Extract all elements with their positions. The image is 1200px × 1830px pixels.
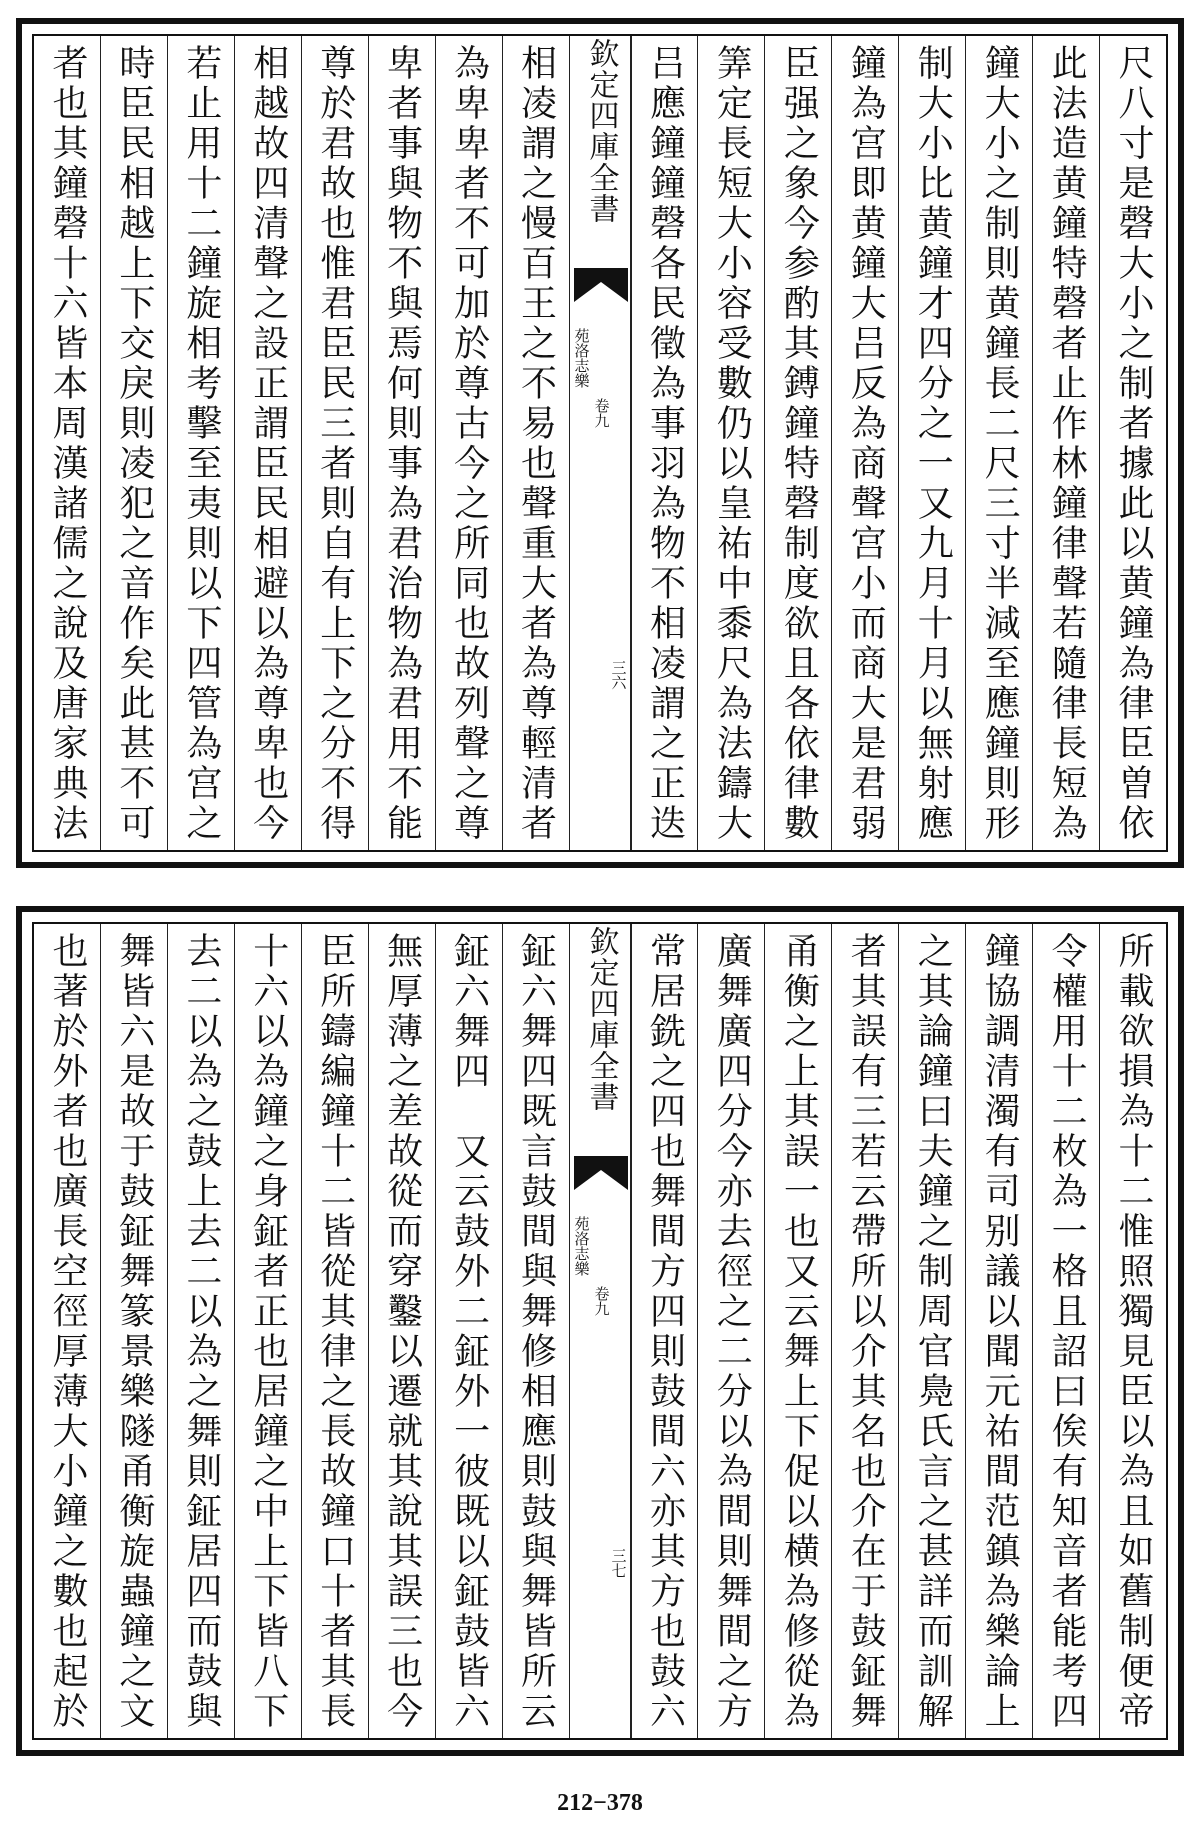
- text-column: 廣舞廣四分今亦去徑之二分以為間則舞間之方: [697, 924, 764, 1738]
- text-column: 鐘大小之制則黄鐘長二尺三寸半減至應鐘則形: [965, 36, 1032, 850]
- fishtail-mark-icon: [574, 1156, 628, 1190]
- book-name: 苑洛志樂: [572, 328, 591, 388]
- text-frame: [32, 34, 1168, 852]
- book-page-bottom: [16, 906, 1184, 1756]
- running-title: 欽定四庫全書: [583, 926, 619, 1112]
- text-column: 者也其鐘磬十六皆本周漢諸儒之說及唐家典法: [46, 44, 88, 844]
- text-column: 令權用十二枚為一格且詔曰俟有知音者能考四: [1032, 924, 1099, 1738]
- text-column: 十六以為鐘之身鉦者正也居鐘之中上下皆八下: [234, 924, 301, 1738]
- book-name: 苑洛志樂: [572, 1216, 591, 1276]
- text-column: 吕應鐘鐘磬各民徵為事羽為物不相凌謂之正迭: [631, 36, 698, 850]
- text-column: 舞皆六是故于鼓鉦舞篆景樂隧甬衡旋蟲鐘之文: [100, 924, 167, 1738]
- text-column: 所載欲損為十二惟照獨見臣以為且如舊制便帝: [1099, 924, 1166, 1738]
- text-column: 制大小比黄鐘才四分之一又九月十月以無射應: [898, 36, 965, 850]
- text-column: 之其論鐘曰夫鐘之制周官鳧氏言之甚詳而訓解: [898, 924, 965, 1738]
- center-fold-margin: [569, 36, 631, 850]
- text-column: 此法造黄鐘特磬者止作林鐘律聲若隨律長短為: [1032, 36, 1099, 850]
- text-column: 相凌謂之慢百王之不易也聲重大者為尊輕清者: [502, 36, 569, 850]
- text-column: 也著於外者也廣長空徑厚薄大小鐘之數也起於: [46, 932, 88, 1732]
- folio-number: 三七: [609, 1548, 628, 1578]
- text-column: 鉦六舞四既言鼓間與舞修相應則鼓與舞皆所云: [502, 924, 569, 1738]
- text-column: 卑者事與物不與焉何則事為君治物為君用不能: [368, 36, 435, 850]
- running-title: 欽定四庫全書: [583, 38, 619, 224]
- text-column: 臣所鑄編鐘十二皆從其律之長故鐘口十者其長: [301, 924, 368, 1738]
- text-column: 鉦六舞四 又云鼓外二鉦外一彼既以鉦鼓皆六: [435, 924, 502, 1738]
- text-column: 鐘為宫即黄鐘大吕反為商聲宫小而商大是君弱: [831, 36, 898, 850]
- page-footer-number: 212−378: [557, 1790, 643, 1816]
- text-column: 相越故四清聲之設正謂臣民相避以為尊卑也今: [234, 36, 301, 850]
- text-frame: [32, 922, 1168, 1740]
- folio-number: 三六: [609, 660, 628, 690]
- juan-number: 卷九: [592, 1286, 611, 1316]
- text-column: 無厚薄之差故從而穿鑿以遷就其說其誤三也今: [368, 924, 435, 1738]
- center-fold-margin: [569, 924, 631, 1738]
- text-column: 筭定長短大小容受數仍以皇祐中黍尺為法鑄大: [697, 36, 764, 850]
- text-column: 常居銑之四也舞間方四則鼓間六亦其方也鼓六: [631, 924, 698, 1738]
- text-column: 甬衡之上其誤一也又云舞上下促以横為修從為: [764, 924, 831, 1738]
- juan-number: 卷九: [592, 398, 611, 428]
- text-column: 鐘協調清濁有司别議以聞元祐間范鎮為樂論上: [965, 924, 1032, 1738]
- text-column: 臣强之象今参酌其鎛鐘特磬制度欲且各依律數: [764, 36, 831, 850]
- book-page-top: [16, 18, 1184, 868]
- text-column: 尺八寸是磬大小之制者據此以黄鐘為律臣曽依: [1099, 36, 1166, 850]
- fishtail-mark-icon: [574, 268, 628, 302]
- text-column: 若止用十二鐘旋相考擊至夷則以下四管為宫之: [167, 36, 234, 850]
- text-column: 為卑卑者不可加於尊古今之所同也故列聲之尊: [435, 36, 502, 850]
- text-column: 去二以為之鼓上去二以為之舞則鉦居四而鼓與: [167, 924, 234, 1738]
- text-column: 尊於君故也惟君臣民三者則自有上下之分不得: [301, 36, 368, 850]
- text-column: 者其誤有三若云帶所以介其名也介在于鼓鉦舞: [831, 924, 898, 1738]
- text-column: 時臣民相越上下交戾則凌犯之音作矣此甚不可: [100, 36, 167, 850]
